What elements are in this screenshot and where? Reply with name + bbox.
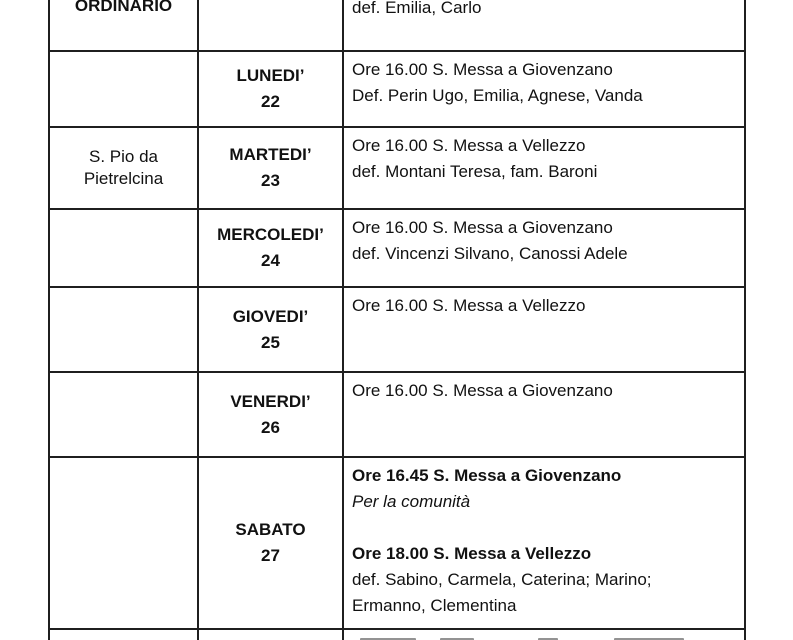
detail-line: Per la comunità <box>352 492 471 511</box>
table-row <box>50 630 744 640</box>
day-name: VENERDI’ <box>230 391 311 411</box>
day-cell <box>199 128 344 208</box>
table-row <box>50 288 744 373</box>
detail-line: def. Sabino, Carmela, Caterina; Marino; <box>352 570 652 589</box>
details-cell <box>344 52 744 126</box>
day-name: MARTEDI’ <box>229 145 312 164</box>
details-cell <box>344 0 744 50</box>
saint-cell <box>50 373 199 456</box>
saint-cell <box>50 288 199 371</box>
table-row <box>50 458 744 630</box>
table-row <box>50 210 744 288</box>
day-number: 23 <box>261 171 280 190</box>
day-cell <box>199 630 344 640</box>
details-cell <box>344 128 744 208</box>
saint-cell <box>50 0 199 50</box>
day-name: MERCOLEDI’ <box>217 225 324 244</box>
saint-cell <box>50 128 199 208</box>
detail-line: Ore 16.00 S. Messa a Giovenzano <box>352 381 613 400</box>
detail-line: def. Emilia, Carlo <box>352 0 482 17</box>
detail-line: def. Montani Teresa, fam. Baroni <box>352 162 598 181</box>
table-row <box>50 52 744 128</box>
day-cell <box>199 458 344 628</box>
mass-schedule-table <box>48 0 746 640</box>
detail-line: def. Vincenzi Silvano, Canossi Adele <box>352 244 628 263</box>
day-number: 26 <box>261 417 280 437</box>
day-name: LUNEDI’ <box>236 66 305 85</box>
saint-cell <box>50 630 199 640</box>
day-cell <box>199 373 344 456</box>
day-number: 27 <box>261 546 280 565</box>
day-number: 22 <box>261 92 280 111</box>
details-cell <box>344 210 744 286</box>
saint-label: S. Pio da Pietrelcina <box>83 147 164 188</box>
detail-line: Ore 16.00 S. Messa a Giovenzano <box>352 218 613 237</box>
day-cell <box>199 210 344 286</box>
detail-line: Ore 18.00 S. Messa a Vellezzo <box>352 544 592 563</box>
saint-label: ORDINARIO <box>74 0 173 15</box>
details-cell <box>344 458 744 628</box>
details-cell <box>344 373 744 456</box>
day-cell <box>199 52 344 126</box>
day-name: GIOVEDI’ <box>232 306 309 326</box>
table-row <box>50 373 744 458</box>
saint-cell <box>50 52 199 126</box>
detail-line: Ore 16.00 S. Messa a Vellezzo <box>352 136 586 155</box>
detail-line: Ermanno, Clementina <box>352 596 517 615</box>
day-name: SABATO <box>235 520 306 539</box>
detail-line: Def. Perin Ugo, Emilia, Agnese, Vanda <box>352 86 643 105</box>
day-number: 24 <box>261 251 280 270</box>
day-number: 25 <box>261 332 280 352</box>
day-cell <box>199 288 344 371</box>
table-row <box>50 128 744 210</box>
saint-cell <box>50 210 199 286</box>
detail-line: Ore 16.45 S. Messa a Giovenzano <box>352 466 622 485</box>
detail-line: Ore 16.00 S. Messa a Vellezzo <box>352 296 586 315</box>
table-row <box>50 0 744 52</box>
detail-line <box>352 515 736 541</box>
saint-cell <box>50 458 199 628</box>
details-cell <box>344 288 744 371</box>
detail-line: Ore 16.00 S. Messa a Giovenzano <box>352 60 613 79</box>
details-cell <box>344 630 744 640</box>
day-cell <box>199 0 344 50</box>
